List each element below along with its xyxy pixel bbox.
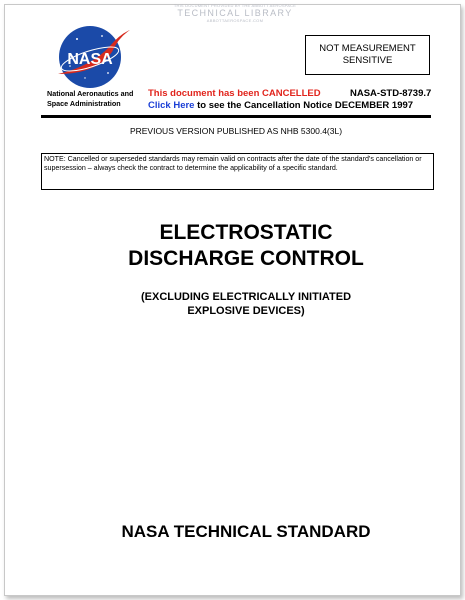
watermark-url: ABBOTTAEROSPACE.COM xyxy=(206,18,264,23)
agency-name-line1: National Aeronautics and xyxy=(47,89,134,98)
cancellation-note-box: NOTE: Cancelled or superseded standards may remain valid on contracts after the date of the standard’s cancellation or supersession – always check the contract to determine the applicability of a specific standard. xyxy=(41,153,434,190)
header-rule xyxy=(41,115,431,118)
standard-number: NASA-STD-8739.7 xyxy=(350,88,432,99)
subtitle-line1: (EXCLUDING ELECTRICALLY INITIATED xyxy=(140,291,352,303)
nasa-logo-text: NASA xyxy=(67,51,113,68)
marking-line2: SENSITIVE xyxy=(342,55,393,66)
nasa-logo-icon xyxy=(52,22,132,90)
marking-line1: NOT MEASUREMENT xyxy=(319,43,416,54)
cancellation-link-suffix: to see the Cancellation Notice DECEMBER 1997 xyxy=(194,100,414,111)
previous-version-text: PREVIOUS VERSION PUBLISHED AS NHB 5300.4(3L) xyxy=(129,126,343,136)
agency-name-line2: Space Administration xyxy=(47,99,121,108)
watermark-top-line: THIS DOCUMENT PROVIDED BY THE ABBOTT AEROSPACE xyxy=(173,3,297,8)
agency-name xyxy=(47,89,133,109)
subtitle-line2: EXPLOSIVE DEVICES) xyxy=(187,305,305,317)
document-title xyxy=(41,220,451,272)
cancellation-link[interactable]: Click Here xyxy=(148,100,195,111)
measurement-marking-box xyxy=(305,35,430,75)
title-line2: DISCHARGE CONTROL xyxy=(128,247,364,270)
document-type-footer: NASA TECHNICAL STANDARD xyxy=(121,522,371,541)
title-line1: ELECTROSTATIC xyxy=(159,221,333,244)
library-watermark xyxy=(155,3,315,23)
cancellation-link-line xyxy=(148,100,413,111)
cancellation-notice: This document has been CANCELLED xyxy=(148,88,321,99)
document-subtitle xyxy=(41,290,451,318)
watermark-title: TECHNICAL LIBRARY xyxy=(177,8,293,18)
